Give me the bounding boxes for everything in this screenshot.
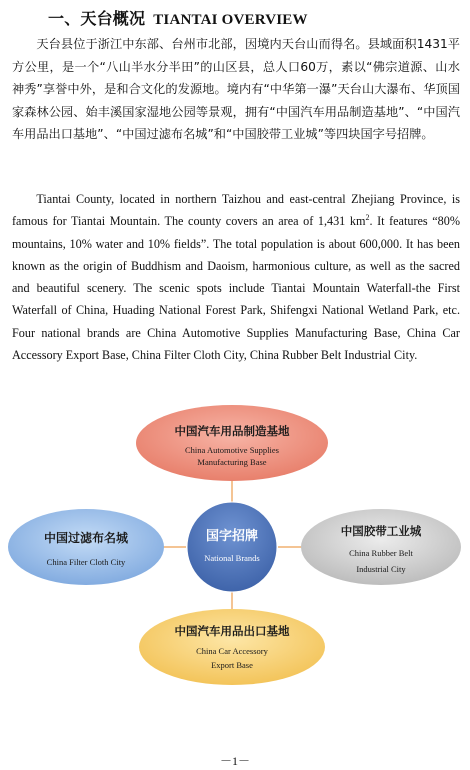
national-brands-diagram	[0, 395, 470, 695]
section-heading-zh: 一、天台概况	[48, 11, 146, 28]
node-left-bubble	[8, 509, 164, 585]
chinese-paragraph: 天台县位于浙江中东部、台州市北部，因境内天台山而得名。县域面积1431平方公里，是一个“八山半水分半田”的山区县，总人口60万，素以“佛宗道源、山水神秀”享誉中外，是和合文化的发源地。境内有“中华第一瀑”天台山大瀑布、华顶国家森林公园、始丰溪国家湿地公园等景观，拥有“中国汽车用品制造基地”、“中国汽车用品出口基地”、“中国过滤布名城”和“中国胶带工业城”等四块国字号招牌。	[12, 37, 460, 142]
node-top-bubble	[136, 405, 328, 481]
node-top-en2: Manufacturing Base	[197, 457, 267, 467]
english-paragraph-part2: . It features “80% mountains, 10% water and 10% fields”. The total population is about 600,000. It has been known as the origin of Buddhism and Daoism, harmonious culture, as well as the sacred and beautiful scenery. The scenic spots include Tiantai Mountain Waterfall-the First Waterfall of China, Huading National Forest Park, Shifengxi National Wetland Park, etc. Four national brands are China Automotive Supplies Manufacturing Base, China Car Accessory Export Base, China Filter Cloth City, China Rubber Belt Industrial City.	[12, 214, 460, 363]
node-left	[8, 509, 164, 585]
node-center-zh: 国字招牌	[205, 529, 259, 544]
node-center	[187, 502, 277, 592]
node-top	[136, 405, 328, 481]
node-center-en: National Brands	[204, 553, 260, 563]
page-number: －1－	[219, 754, 250, 768]
node-right-en1: China Rubber Belt	[349, 548, 413, 558]
node-bottom-en2: Export Base	[211, 660, 253, 670]
node-top-en1: China Automotive Supplies	[185, 445, 279, 455]
superscript-2: 2	[365, 213, 370, 223]
node-left-en1: China Filter Cloth City	[46, 557, 126, 567]
node-center-bubble	[187, 502, 277, 592]
node-bottom	[139, 609, 325, 685]
section-heading	[48, 6, 308, 28]
node-right-zh: 中国胶带工业城	[340, 524, 422, 538]
node-bottom-zh: 中国汽车用品出口基地	[174, 624, 290, 638]
node-right	[301, 509, 461, 585]
section-heading-en: TIANTAI OVERVIEW	[153, 12, 308, 28]
english-paragraph	[12, 188, 460, 366]
node-bottom-en1: China Car Accessory	[196, 646, 268, 656]
node-top-zh: 中国汽车用品制造基地	[174, 424, 290, 438]
node-right-en2: Industrial City	[356, 564, 406, 574]
node-left-zh: 中国过滤布名城	[43, 531, 129, 545]
english-paragraph-part1: Tiantai County, located in northern Taizhou and east-central Zhejiang Province, is famous for Tiantai Mountain. The county covers an area of 1,431 km	[12, 192, 460, 229]
